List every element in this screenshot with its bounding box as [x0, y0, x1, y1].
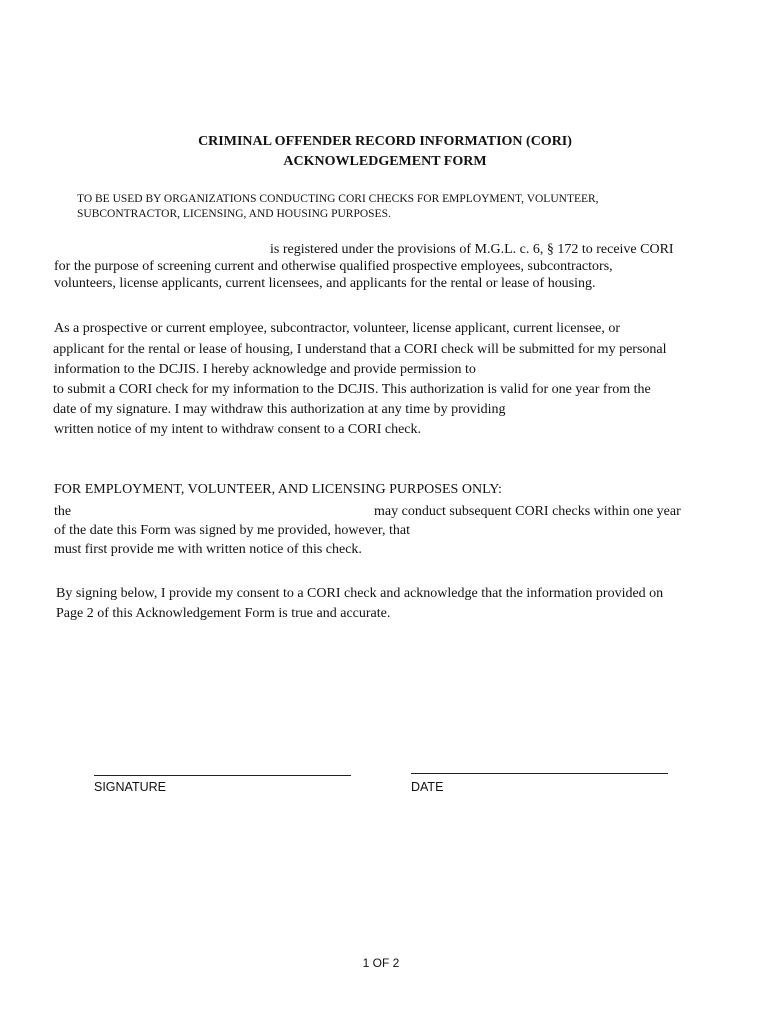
employment-line-3: must first provide me with written notice of this check. — [54, 542, 362, 557]
consent-line-5: date of my signature. I may withdraw this authorization at any time by providing — [53, 402, 506, 417]
employment-line-1-start: the — [54, 504, 72, 519]
registration-line-3: volunteers, license applicants, current licensees, and applicants for the rental or lease of housing. — [54, 276, 596, 291]
date-label: DATE — [411, 780, 444, 794]
registration-line-1: is registered under the provisions of M.G.L. c. 6, § 172 to receive CORI — [270, 242, 674, 257]
consent-line-3: information to the DCJIS. I hereby acknowledge and provide permission to — [54, 362, 476, 377]
page-number: 1 OF 2 — [362, 956, 400, 970]
registration-line-2: for the purpose of screening current and otherwise qualified prospective employees, subcontractors, — [54, 259, 613, 274]
consent-line-1: As a prospective or current employee, subcontractor, volunteer, license applicant, current licensee, or — [54, 321, 621, 336]
signing-statement-line-1: By signing below, I provide my consent to a CORI check and acknowledge that the information provided on — [56, 586, 664, 601]
employment-heading: FOR EMPLOYMENT, VOLUNTEER, AND LICENSING PURPOSES ONLY: — [54, 482, 502, 497]
consent-line-6: written notice of my intent to withdraw consent to a CORI check. — [54, 422, 422, 437]
form-title-line-2: ACKNOWLEDGEMENT FORM — [283, 154, 487, 169]
consent-line-4: to submit a CORI check for my information to the DCJIS. This authorization is valid for one year from the — [53, 382, 651, 397]
form-subtitle-line-1: TO BE USED BY ORGANIZATIONS CONDUCTING CORI CHECKS FOR EMPLOYMENT, VOLUNTEER, — [77, 193, 599, 205]
consent-line-2: applicant for the rental or lease of housing, I understand that a CORI check will be submitted for my personal — [53, 342, 667, 357]
signing-statement-line-2: Page 2 of this Acknowledgement Form is true and accurate. — [56, 606, 391, 621]
form-subtitle-line-2: SUBCONTRACTOR, LICENSING, AND HOUSING PURPOSES. — [77, 208, 391, 220]
form-title-line-1: CRIMINAL OFFENDER RECORD INFORMATION (CORI) — [198, 134, 572, 149]
employment-line-1-end: may conduct subsequent CORI checks within one year — [374, 504, 681, 519]
signature-label: SIGNATURE — [94, 780, 166, 794]
signature-field[interactable] — [94, 775, 351, 776]
date-field[interactable] — [411, 773, 668, 774]
employment-line-2: of the date this Form was signed by me provided, however, that — [54, 523, 410, 538]
